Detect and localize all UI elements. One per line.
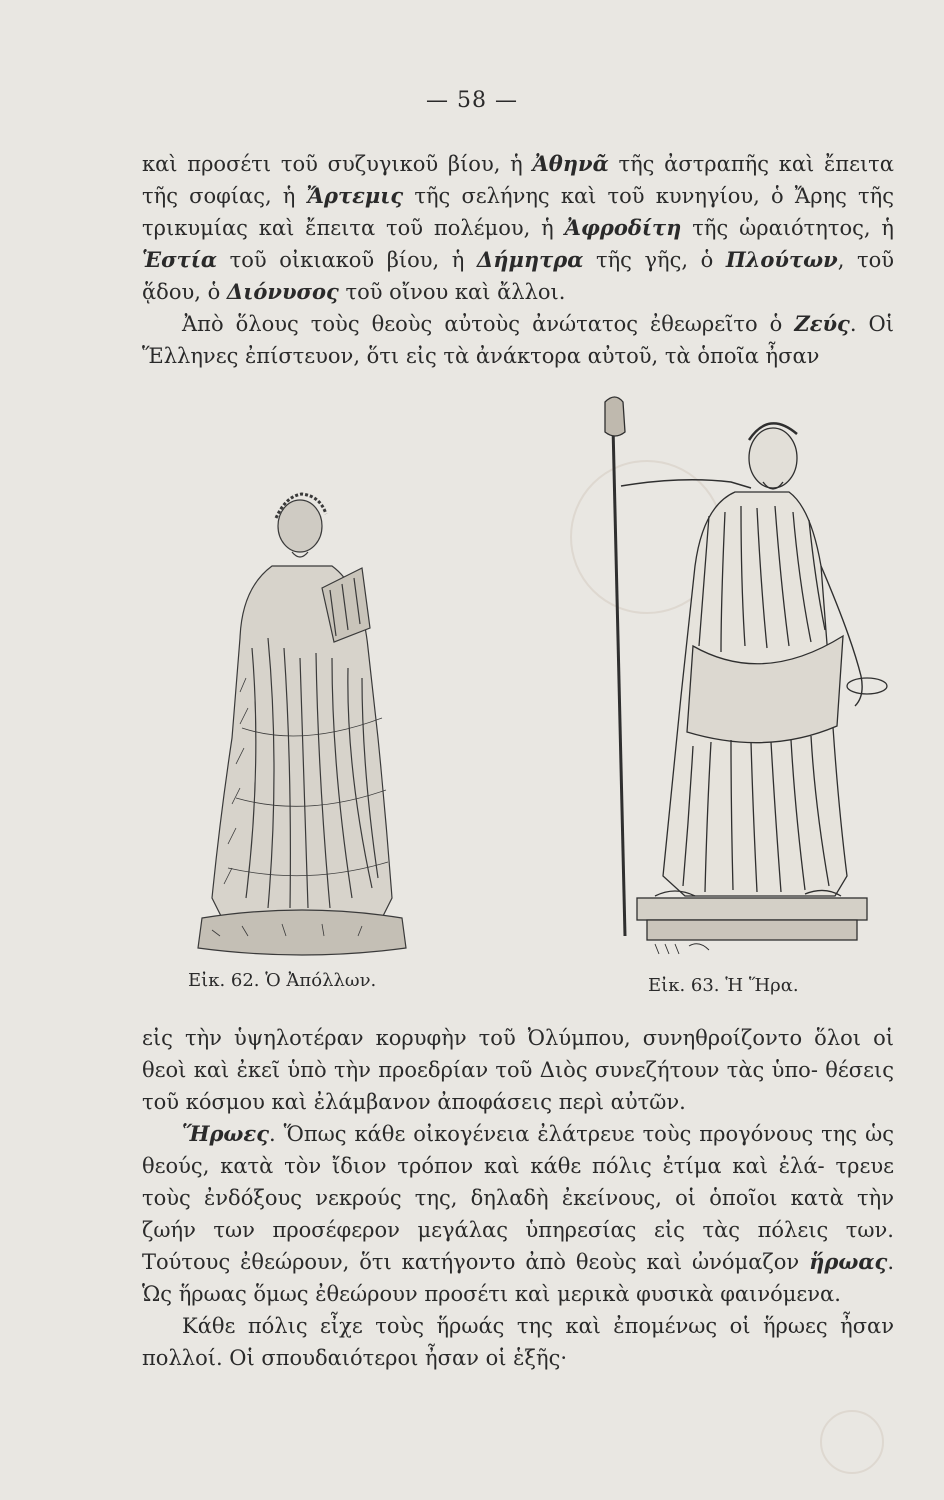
text-line: πολλοί. Οἱ σπουδαιότεροι ἦσαν οἱ ἑξῆς· (142, 1346, 568, 1370)
text-line: τὴν ζωήν των προσέφερον μεγάλας ὑπηρεσίας εἰς τὰς πόλεις των. (142, 1186, 894, 1242)
section-heading: Ἥρωες (182, 1121, 269, 1146)
text-run: τῆς (681, 216, 729, 240)
hera-statue-illustration (585, 396, 895, 966)
text-run: Οἱ Ἕλληνες ἐπίστευον, ὅτι εἰς τὰ ἀνάκτορα αὐτοῦ, τὰ ὁποῖα ἦσαν (142, 312, 894, 368)
figure-caption-62: Εἰκ. 62. Ὁ Ἀπόλλων. (188, 970, 377, 991)
paragraph (142, 1118, 894, 1310)
text-line: τρευε τοὺς ἐνδόξους νεκρούς της, δηλαδὴ ἐκείνους, οἱ ὁποῖοι κατὰ (142, 1154, 894, 1210)
text-run: ὡραιότητος, ἡ (739, 216, 894, 240)
text-block-top (142, 148, 894, 372)
show-through-mark (820, 1410, 884, 1474)
deity-name: Ἑστία (142, 247, 218, 272)
text-run: τῆς γῆς, ὁ (583, 248, 714, 272)
deity-name: Ἄρτεμις (306, 183, 404, 208)
text-line: οἱ θεοὶ καὶ ἐκεῖ ὑπὸ τὴν προεδρίαν τοῦ Διὸς συνεζήτουν τὰς ὑπο- (142, 1026, 894, 1082)
apollo-statue-illustration (172, 478, 432, 963)
paragraph (142, 1022, 894, 1118)
text-run: τῆς σελήνης καὶ τοῦ κυνηγίου, ὁ (403, 184, 784, 208)
paragraph (142, 1310, 894, 1374)
text-run: . Ὅπως κάθε οἰκογένεια ἐλάτρευε τοὺς προγόνους της (268, 1122, 858, 1146)
text-run: Ἀπὸ ὅλους τοὺς θεοὺς αὐτοὺς ἀνώτατος ἐθεωρεῖτο ὁ (182, 312, 795, 336)
text-run: . (887, 1250, 894, 1274)
text-run: Ἄρης τῆς τρικυμίας καὶ ἔπειτα τοῦ πολέμου, ἡ (142, 184, 894, 240)
text-line: θέσεις τοῦ κόσμου καὶ ἐλάμβανον ἀποφάσεις περὶ αὐτῶν. (142, 1058, 894, 1114)
text-run: Τούτους ἐθεώρουν, ὅτι κατήγοντο ἀπὸ θεοὺς καὶ ὠνόμαζον (142, 1250, 810, 1274)
term: ἥρωας (809, 1249, 888, 1274)
page-number: — 58 — (426, 88, 518, 113)
deity-name: Δήμητρα (476, 247, 584, 272)
deity-name: Ἀθηνᾶ (532, 151, 609, 176)
text-run: τοῦ οἰκιακοῦ βίου, ἡ (217, 248, 477, 272)
figure-caption-63: Εἰκ. 63. Ἡ Ἥρα. (648, 975, 799, 996)
text-run: τοῦ οἴνου καὶ ἄλλοι. (338, 280, 566, 304)
text-run: ἔπειτα τῆς σοφίας, ἡ (142, 152, 894, 208)
deity-name: Ζεύς (794, 311, 850, 336)
paragraph (142, 308, 894, 372)
deity-name: Ἀφροδίτη (564, 215, 682, 240)
text-run: . (849, 312, 857, 336)
deity-name: Πλούτων (725, 247, 838, 272)
text-run: τῆς ἀστραπῆς καὶ (608, 152, 815, 176)
deity-name: Διόνυσος (226, 279, 339, 304)
paragraph (142, 148, 894, 308)
text-line: Κάθε πόλις εἶχε τοὺς ἥρωάς της καὶ ἐπομένως οἱ ἥρωες ἦσαν (182, 1314, 894, 1338)
text-run: καὶ προσέτι τοῦ συζυγικοῦ βίου, ἡ (142, 152, 533, 176)
text-line: Ὡς ἥρωας ὅμως ἐθεώρουν προσέτι καὶ μερικὰ φυσικὰ φαινόμενα. (142, 1282, 841, 1306)
text-block-bottom (142, 1022, 894, 1374)
text-line: ὡς θεούς, κατὰ τὸν ἴδιον τρόπον καὶ κάθε πόλις ἐτίμα καὶ ἐλά- (142, 1122, 894, 1178)
text-run: , τοῦ ᾅδου, ὁ (142, 248, 894, 304)
text-line: εἰς τὴν ὑψηλοτέραν κορυφὴν τοῦ Ὀλύμπου, συνηθροίζοντο ὅλοι (142, 1026, 862, 1050)
